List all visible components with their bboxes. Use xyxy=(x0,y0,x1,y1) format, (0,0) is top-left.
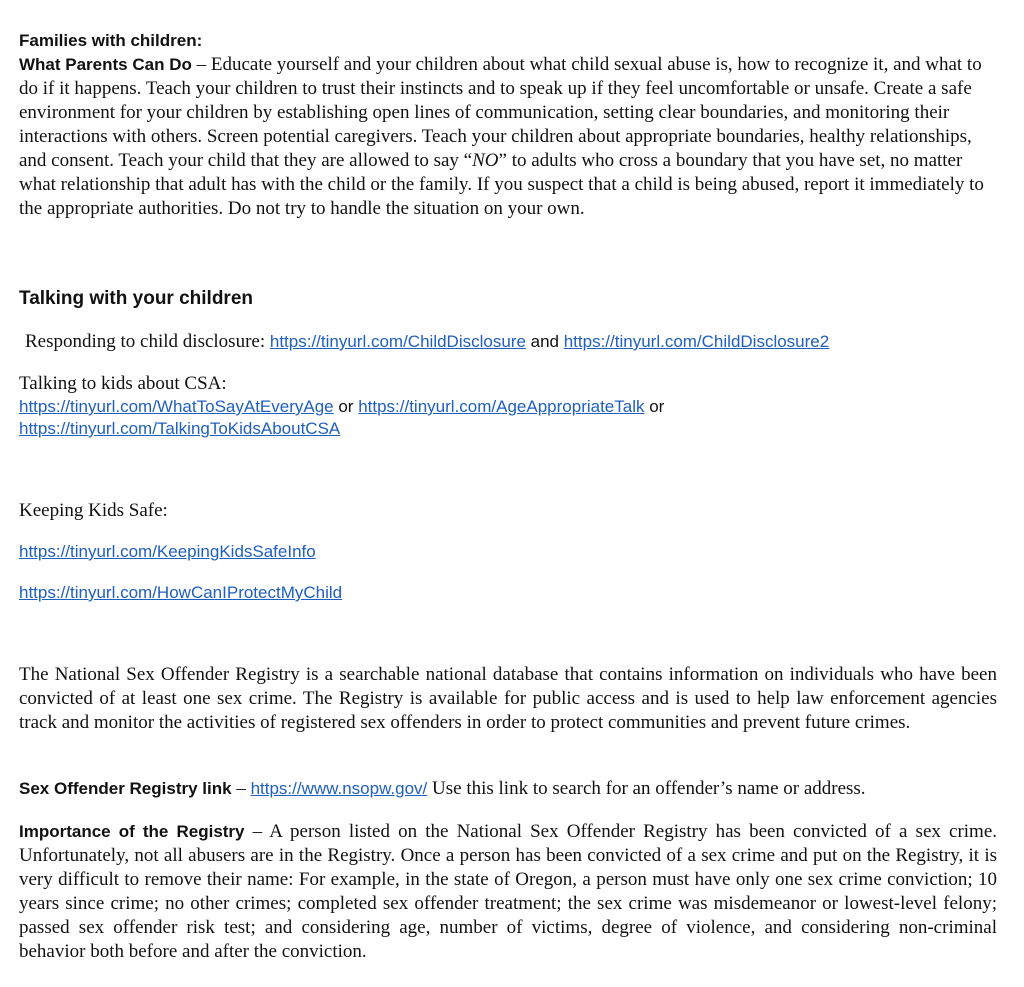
disclosure-line xyxy=(25,330,1003,354)
safe-link-1[interactable]: https://tinyurl.com/KeepingKidsSafeInfo xyxy=(19,542,316,561)
safe-link-2-row xyxy=(19,581,997,605)
safe-section xyxy=(19,499,997,523)
disclosure-and: and xyxy=(525,332,564,351)
csa-link-1[interactable]: https://tinyurl.com/WhatToSayAtEveryAge xyxy=(19,397,334,416)
disclosure-link-1[interactable]: https://tinyurl.com/ChildDisclosure xyxy=(269,332,526,351)
what-parents-body-2: ” to adults who cross a boundary that you have set, no matter what relationship that adult has with the child or the family. If you suspect that a child is being abused, report it immediately to the appropriate authorities. Do not try to handle the situation on your own. xyxy=(19,150,984,219)
what-parents-dash: – xyxy=(191,54,211,75)
talking-title: Talking with your children xyxy=(19,288,254,309)
csa-label: Talking to kids about CSA: xyxy=(19,373,227,394)
safe-link-2[interactable]: https://tinyurl.com/HowCanIProtectMyChild xyxy=(19,583,343,602)
families-title: Families with children: xyxy=(19,31,203,50)
csa-or-1: or xyxy=(333,397,359,416)
registry-link-after: Use this link to search for an offender’s name or address. xyxy=(427,778,866,799)
importance-section xyxy=(19,820,997,964)
disclosure-link-2[interactable]: https://tinyurl.com/ChildDisclosure2 xyxy=(563,332,830,351)
importance-body: A person listed on the National Sex Offender Registry has been convicted of a sex crime. Unfortunately, not all abusers are in the Registry. Once a person has been convicted of a sex crime and put on the Registry, it is very difficult to remove their name: For example, in the state of Oregon, a person must have only one sex crime conviction; 10 years since crime; no other crimes; completed sex offender treatment; the sex crime was misdemeanor or lowest-level felony; passed sex offender risk test; and considering age, number of victims, degree of violence, and considering non-criminal behavior both before and after the conviction. xyxy=(19,821,998,962)
registry-link[interactable]: https://www.nsopw.gov/ xyxy=(250,779,428,798)
what-parents-body-1: Educate yourself and your children about what child sexual abuse is, how to recognize it, and what to do if it happens. Teach your children to trust their instincts and to speak up if they feel uncomfortable or unsafe. Create a safe environment for your children by establishing open lines of communication, setting clear boundaries, and monitoring their interactions with others. Screen potential caregivers. Teach your children about appropriate boundaries, healthy relationships, and consent. Teach your child that they are allowed to say “ xyxy=(19,54,982,171)
safe-label: Keeping Kids Safe: xyxy=(19,500,168,521)
importance-label: Importance of the Registry xyxy=(19,822,245,841)
disclosure-label: Responding to child disclosure: xyxy=(25,331,270,352)
csa-link-2[interactable]: https://tinyurl.com/AgeAppropriateTalk xyxy=(358,397,645,416)
no-word: NO xyxy=(472,150,499,171)
what-parents-label: What Parents Can Do xyxy=(19,55,192,74)
registry-intro xyxy=(19,663,997,735)
what-parents-paragraph xyxy=(19,53,997,221)
registry-link-label: Sex Offender Registry link xyxy=(19,779,232,798)
csa-block xyxy=(19,372,997,440)
safe-link-1-row xyxy=(19,540,997,564)
registry-link-line xyxy=(19,777,997,801)
talking-section xyxy=(19,287,997,311)
csa-link-3[interactable]: https://tinyurl.com/TalkingToKidsAboutCSA xyxy=(19,419,341,438)
csa-or-2: or xyxy=(644,397,665,416)
families-section xyxy=(19,29,997,221)
registry-intro-text: The National Sex Offender Registry is a searchable national database that contains information on individuals who have been convicted of at least one sex crime. The Registry is available for public access and is used to help law enforcement agencies track and monitor the activities of registered sex offenders in order to protect communities and prevent future crimes. xyxy=(19,664,997,733)
registry-link-dash: – xyxy=(231,778,251,799)
importance-dash: – xyxy=(244,821,270,842)
